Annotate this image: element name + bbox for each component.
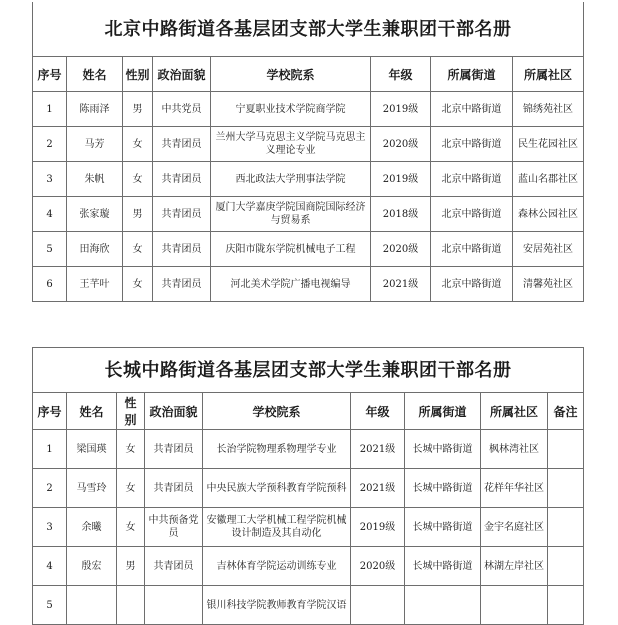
col-header-street: 所属街道 [405,393,481,430]
cell-community: 枫林湾社区 [481,430,548,469]
cell-street: 北京中路街道 [431,267,513,302]
cell-name: 朱帆 [67,162,123,197]
cell-street: 北京中路街道 [431,197,513,232]
cell-community: 锦绣苑社区 [513,92,584,127]
col-header-school-department: 学校院系 [211,57,371,92]
cell-street: 长城中路街道 [405,469,481,508]
cell-school-department: 吉林体育学院运动训练专业 [203,547,351,586]
cell-name: 梁国瑛 [67,430,117,469]
cell-remarks [548,469,584,508]
cell-index: 5 [33,232,67,267]
table-row [33,197,584,232]
cell-grade: 2021级 [351,469,405,508]
cell-gender: 男 [117,547,145,586]
cell-name: 田海欣 [67,232,123,267]
cell-name: 余曦 [67,508,117,547]
cell-name: 马芳 [67,127,123,162]
cell-community: 林湖左岸社区 [481,547,548,586]
changcheng-road-roster-table [32,347,584,625]
cell-political-status: 中共预备党员 [145,508,203,547]
table-row [33,547,584,586]
table-row [33,469,584,508]
cell-community: 森林公园社区 [513,197,584,232]
col-header-school-department: 学校院系 [203,393,351,430]
cell-political-status: 共青团员 [145,430,203,469]
cell-gender [117,586,145,625]
cell-name: 马雪玲 [67,469,117,508]
cell-grade: 2018级 [371,197,431,232]
cell-community: 金宇名庭社区 [481,508,548,547]
cell-community: 清馨苑社区 [513,267,584,302]
cell-street: 北京中路街道 [431,92,513,127]
cell-name: 陈雨泽 [67,92,123,127]
cell-political-status: 共青团员 [153,162,211,197]
table-row [33,162,584,197]
col-header-index: 序号 [33,57,67,92]
cell-remarks [548,547,584,586]
cell-index: 1 [33,92,67,127]
cell-remarks [548,430,584,469]
cell-gender: 女 [123,127,153,162]
cell-index: 3 [33,508,67,547]
cell-index: 5 [33,586,67,625]
table-row [33,127,584,162]
beijing-road-roster-table [32,2,584,302]
table-row [33,430,584,469]
cell-school-department: 宁夏职业技术学院商学院 [211,92,371,127]
cell-school-department: 长治学院物理系物理学专业 [203,430,351,469]
cell-index: 4 [33,197,67,232]
cell-community: 花样年华社区 [481,469,548,508]
cell-name: 王芊叶 [67,267,123,302]
cell-community [481,586,548,625]
table-title: 长城中路街道各基层团支部大学生兼职团干部名册 [33,348,584,393]
cell-political-status: 中共党员 [153,92,211,127]
cell-street: 北京中路街道 [431,162,513,197]
col-header-community: 所属社区 [481,393,548,430]
cell-remarks [548,508,584,547]
cell-political-status: 共青团员 [153,232,211,267]
cell-school-department: 兰州大学马克思主义学院马克思主义理论专业 [211,127,371,162]
cell-gender: 女 [123,267,153,302]
cell-school-department: 安徽理工大学机械工程学院机械设计制造及其自动化 [203,508,351,547]
cell-political-status: 共青团员 [145,547,203,586]
cell-street: 长城中路街道 [405,547,481,586]
cell-gender: 女 [117,469,145,508]
cell-grade: 2021级 [351,430,405,469]
cell-school-department: 庆阳市陇东学院机械电子工程 [211,232,371,267]
col-header-name: 姓名 [67,393,117,430]
col-header-remarks: 备注 [548,393,584,430]
col-header-grade: 年级 [351,393,405,430]
cell-political-status: 共青团员 [145,469,203,508]
cell-name [67,586,117,625]
cell-gender: 女 [123,232,153,267]
cell-school-department: 西北政法大学刑事法学院 [211,162,371,197]
table-row [33,508,584,547]
col-header-index: 序号 [33,393,67,430]
cell-school-department: 中央民族大学预科教育学院预科 [203,469,351,508]
table-row [33,267,584,302]
col-header-political-status: 政治面貌 [153,57,211,92]
col-header-gender: 性别 [117,393,145,430]
cell-index: 2 [33,127,67,162]
cell-name: 殷宏 [67,547,117,586]
cell-gender: 男 [123,92,153,127]
cell-index: 1 [33,430,67,469]
cell-political-status: 共青团员 [153,197,211,232]
table-title: 北京中路街道各基层团支部大学生兼职团干部名册 [33,2,584,57]
cell-street [405,586,481,625]
table-row [33,586,584,625]
col-header-gender: 性别 [123,57,153,92]
col-header-community: 所属社区 [513,57,584,92]
cell-grade: 2021级 [371,267,431,302]
cell-street: 长城中路街道 [405,508,481,547]
cell-grade: 2020级 [371,127,431,162]
table-row [33,232,584,267]
table-row [33,92,584,127]
cell-community: 蓝山名郡社区 [513,162,584,197]
cell-school-department: 厦门大学嘉庚学院国商院国际经济与贸易系 [211,197,371,232]
cell-name: 张家璇 [67,197,123,232]
cell-gender: 女 [117,508,145,547]
cell-index: 6 [33,267,67,302]
cell-index: 3 [33,162,67,197]
cell-grade: 2020级 [371,232,431,267]
cell-grade [351,586,405,625]
cell-grade: 2020级 [351,547,405,586]
cell-gender: 男 [123,197,153,232]
cell-index: 2 [33,469,67,508]
cell-political-status: 共青团员 [153,127,211,162]
cell-street: 北京中路街道 [431,127,513,162]
col-header-name: 姓名 [67,57,123,92]
cell-political-status [145,586,203,625]
cell-index: 4 [33,547,67,586]
cell-remarks [548,586,584,625]
cell-grade: 2019级 [351,508,405,547]
cell-community: 民生花园社区 [513,127,584,162]
header-row [33,393,584,430]
cell-street: 长城中路街道 [405,430,481,469]
cell-gender: 女 [117,430,145,469]
col-header-street: 所属街道 [431,57,513,92]
cell-political-status: 共青团员 [153,267,211,302]
cell-grade: 2019级 [371,92,431,127]
col-header-political-status: 政治面貌 [145,393,203,430]
cell-school-department: 银川科技学院教师教育学院汉语 [203,586,351,625]
cell-school-department: 河北美术学院广播电视编导 [211,267,371,302]
col-header-grade: 年级 [371,57,431,92]
cell-grade: 2019级 [371,162,431,197]
cell-street: 北京中路街道 [431,232,513,267]
cell-community: 安居苑社区 [513,232,584,267]
cell-gender: 女 [123,162,153,197]
header-row [33,57,584,92]
